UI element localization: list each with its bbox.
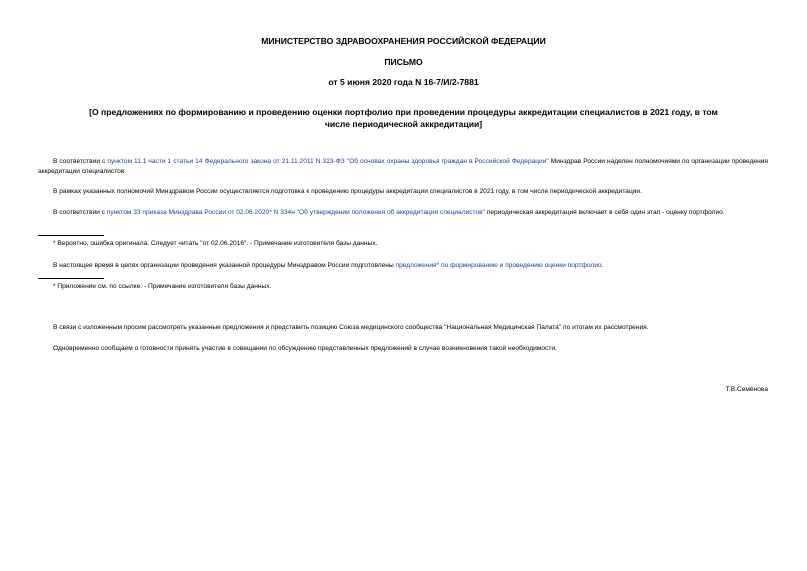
footnote-2: * Приложение см. по ссылке. - Примечание изготовителя базы данных. bbox=[53, 283, 272, 290]
footnote-1: * Вероятно, ошибка оригинала. Следует читать "от 02.06.2016". - Примечание изготовителя базы данных. bbox=[53, 240, 378, 247]
paragraph-1 bbox=[38, 157, 768, 177]
footnote-divider-2 bbox=[38, 278, 104, 279]
paragraph-3-post: периодическая аккредитация включает в себя один этап - оценку портфолио. bbox=[484, 209, 725, 216]
paragraph-5: В связи с изложенным просим рассмотреть указанные предложения и представить позицию Союза медицинского сообщества "Национальная Медицинская Палата" по итогам их рассмотрения. bbox=[53, 324, 649, 331]
footnote-divider-1 bbox=[38, 235, 104, 236]
order-334n-link[interactable]: пунктом 33 приказа Минздрава России от 02.06.2020* N 334н "Об утверждении положения об аккредитации специалистов" bbox=[106, 209, 485, 216]
paragraph-1-post: Минздрав России наделен полномочиями по организации проведения аккредитации специалистов. bbox=[38, 158, 768, 175]
paragraph-4-post: . bbox=[601, 262, 604, 269]
document-date-number: от 5 июня 2020 года N 16-7/И/2-7881 bbox=[328, 77, 479, 87]
paragraph-4 bbox=[38, 261, 768, 271]
paragraph-6: Одновременно сообщаем о готовности принять участие в совещании по обсуждению представленных предложений в случае возникновения такой необходимости. bbox=[53, 345, 557, 352]
document-type: ПИСЬМО bbox=[384, 57, 423, 67]
proposals-link[interactable]: предложения* по формированию и проведению оценки портфолио bbox=[395, 262, 602, 269]
document-title: [О предложениях по формированию и проведению оценки портфолио при проведении процедуры аккредитации специалистов в 2021 году, в том числе периодической аккредитации] bbox=[89, 107, 718, 129]
ministry-heading: МИНИСТЕРСТВО ЗДРАВООХРАНЕНИЯ РОССИЙСКОЙ ФЕДЕРАЦИИ bbox=[261, 36, 546, 46]
signature: Т.В.Семёнова bbox=[725, 386, 768, 393]
paragraph-3-pre: В соответствии с bbox=[53, 209, 107, 216]
paragraph-1-pre: В соответствии с bbox=[53, 158, 108, 165]
paragraph-4-pre: В настоящее время в целях организации проведения указанной процедуры Минздравом России подготовлены bbox=[53, 262, 396, 269]
paragraph-2: В рамках указанных полномочий Минздравом России осуществляется подготовка к проведению процедуры аккредитации специалистов в 2021 году, в том числе периодической аккредитации. bbox=[53, 188, 642, 195]
paragraph-3 bbox=[38, 208, 768, 218]
law-323-fz-link[interactable]: пунктом 11.1 части 1 статьи 14 Федерального закона от 21.11.2011 N 323-ФЗ "Об основах охраны здоровья граждан в Российской Федерации" bbox=[107, 158, 549, 165]
